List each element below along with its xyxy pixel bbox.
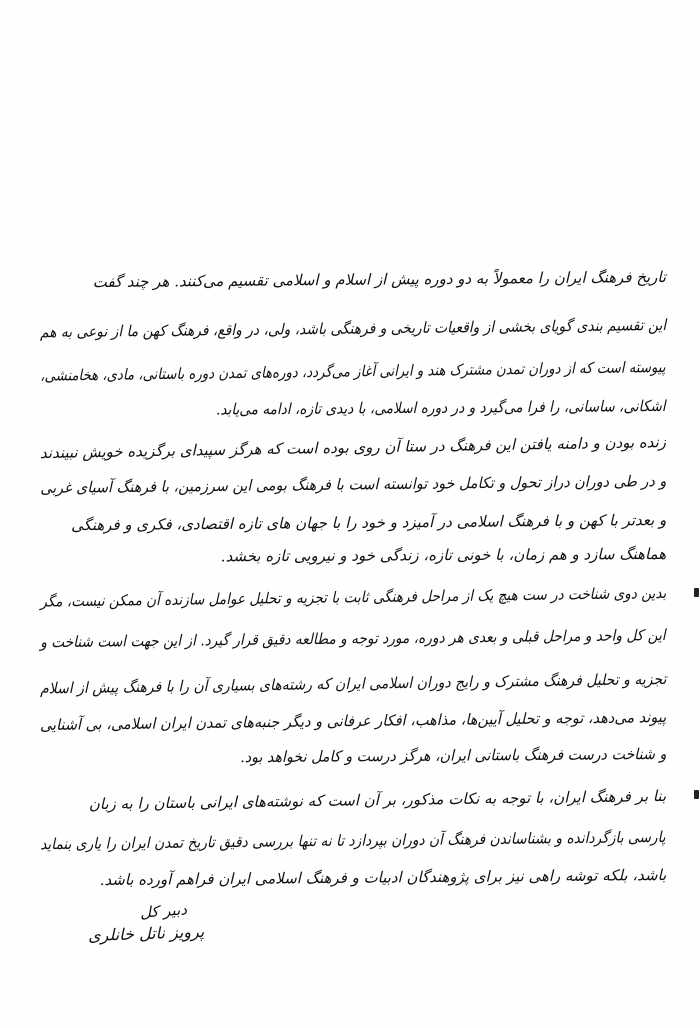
letter-line: و شناخت درست فرهنگ باستانی ایران، هرگز درست و کامل نخواهد بود. [239,745,667,767]
letter-line: پیوند می‌دهد، توجه و تحلیل آیین‌ها، مذاهب، افکار عرفانی و دیگر جنبه‌های تمدن ایران اسلامی، بی آشنایی [39,708,667,735]
letter-line: اشکانی، ساسانی، را فرا می‌گیرد و در دوره اسلامی، با دیدی تازه، ادامه می‌یابد. [216,397,667,419]
letter-line: تاریخ فرهنگ ایران را معمولاً به دو دوره پیش از اسلام و اسلامی تقسیم می‌کنند. هر چند گفت [92,268,667,292]
letter-line: باشد، بلکه توشه راهی نیز برای پژوهندگان ادبیات و فرهنگ اسلامی ایران فراهم آورده باشد. [99,866,667,890]
letter-line: تجزیه و تحلیل فرهنگ مشترک و رایج دوران اسلامی ایران که رشته‌های بسیاری آن را با فرهنگ پیش از اسلام [39,670,667,698]
letter-line: بنا بر فرهنگ ایران، با توجه به نکات مذکور، بر آن است که نوشته‌های ایرانی باستان را به زبان [88,787,667,814]
letter-line: این کل واحد و مراحل قبلی و بعدی هر دوره، مورد توجه و مطالعه دقیق قرار گیرد. از این جهت است شناخت و [40,626,667,652]
letter-line: زنده بودن و دامنه یافتن این فرهنگ در ستا آن روی بوده است که هرگز سپیدای برگزیده خویش نبیندند [39,433,667,463]
signature-title: دبیر کل [139,900,188,922]
letter-line: و در طی دوران دراز تحول و تکامل خود توانسته است با فرهنگ بومی این سرزمین، با فرهنگ آسیای غربی [39,472,667,497]
letter-line: و بعدتر با کهن و با فرهنگ اسلامی در آمیزد و خود را با جهان های تازه اقتصادی، فکری و فرهنگی [70,511,667,535]
letter-line: پارسی بازگردانده و بشناساندن فرهنگ آن دوران بپردازد تا نه تنها بررسی دقیق تاریخ تمدن ایران را یاری بنماید [40,828,667,854]
signature-name: پرویز ناتل خانلری [87,921,205,946]
letter-line: بدین دوی شناخت در ست هیچ یک از مراحل فرهنگی ثابت با تجزیه و تحلیل عوامل سازنده آن ممکن نیست، مگر [39,584,667,611]
letter-line: پیوسته است که از دوران تمدن مشترک هند و ایرانی آغاز می‌گردد، دوره‌های تمدن دوره باستانی، مادی، هخامنشی، [40,358,667,385]
scan-edge-mark [694,588,699,597]
letter-line: هماهنگ سازد و هم زمان، با خونی تازه، زندگی خود و نیرویی تازه بخشد. [220,545,667,566]
letter-line: این تقسیم بندی گویای بخشی از واقعیات تاریخی و فرهنگی باشد، ولی، در واقع، فرهنگ کهن ما از نوعی به هم [39,316,667,342]
scan-edge-mark [694,790,699,799]
